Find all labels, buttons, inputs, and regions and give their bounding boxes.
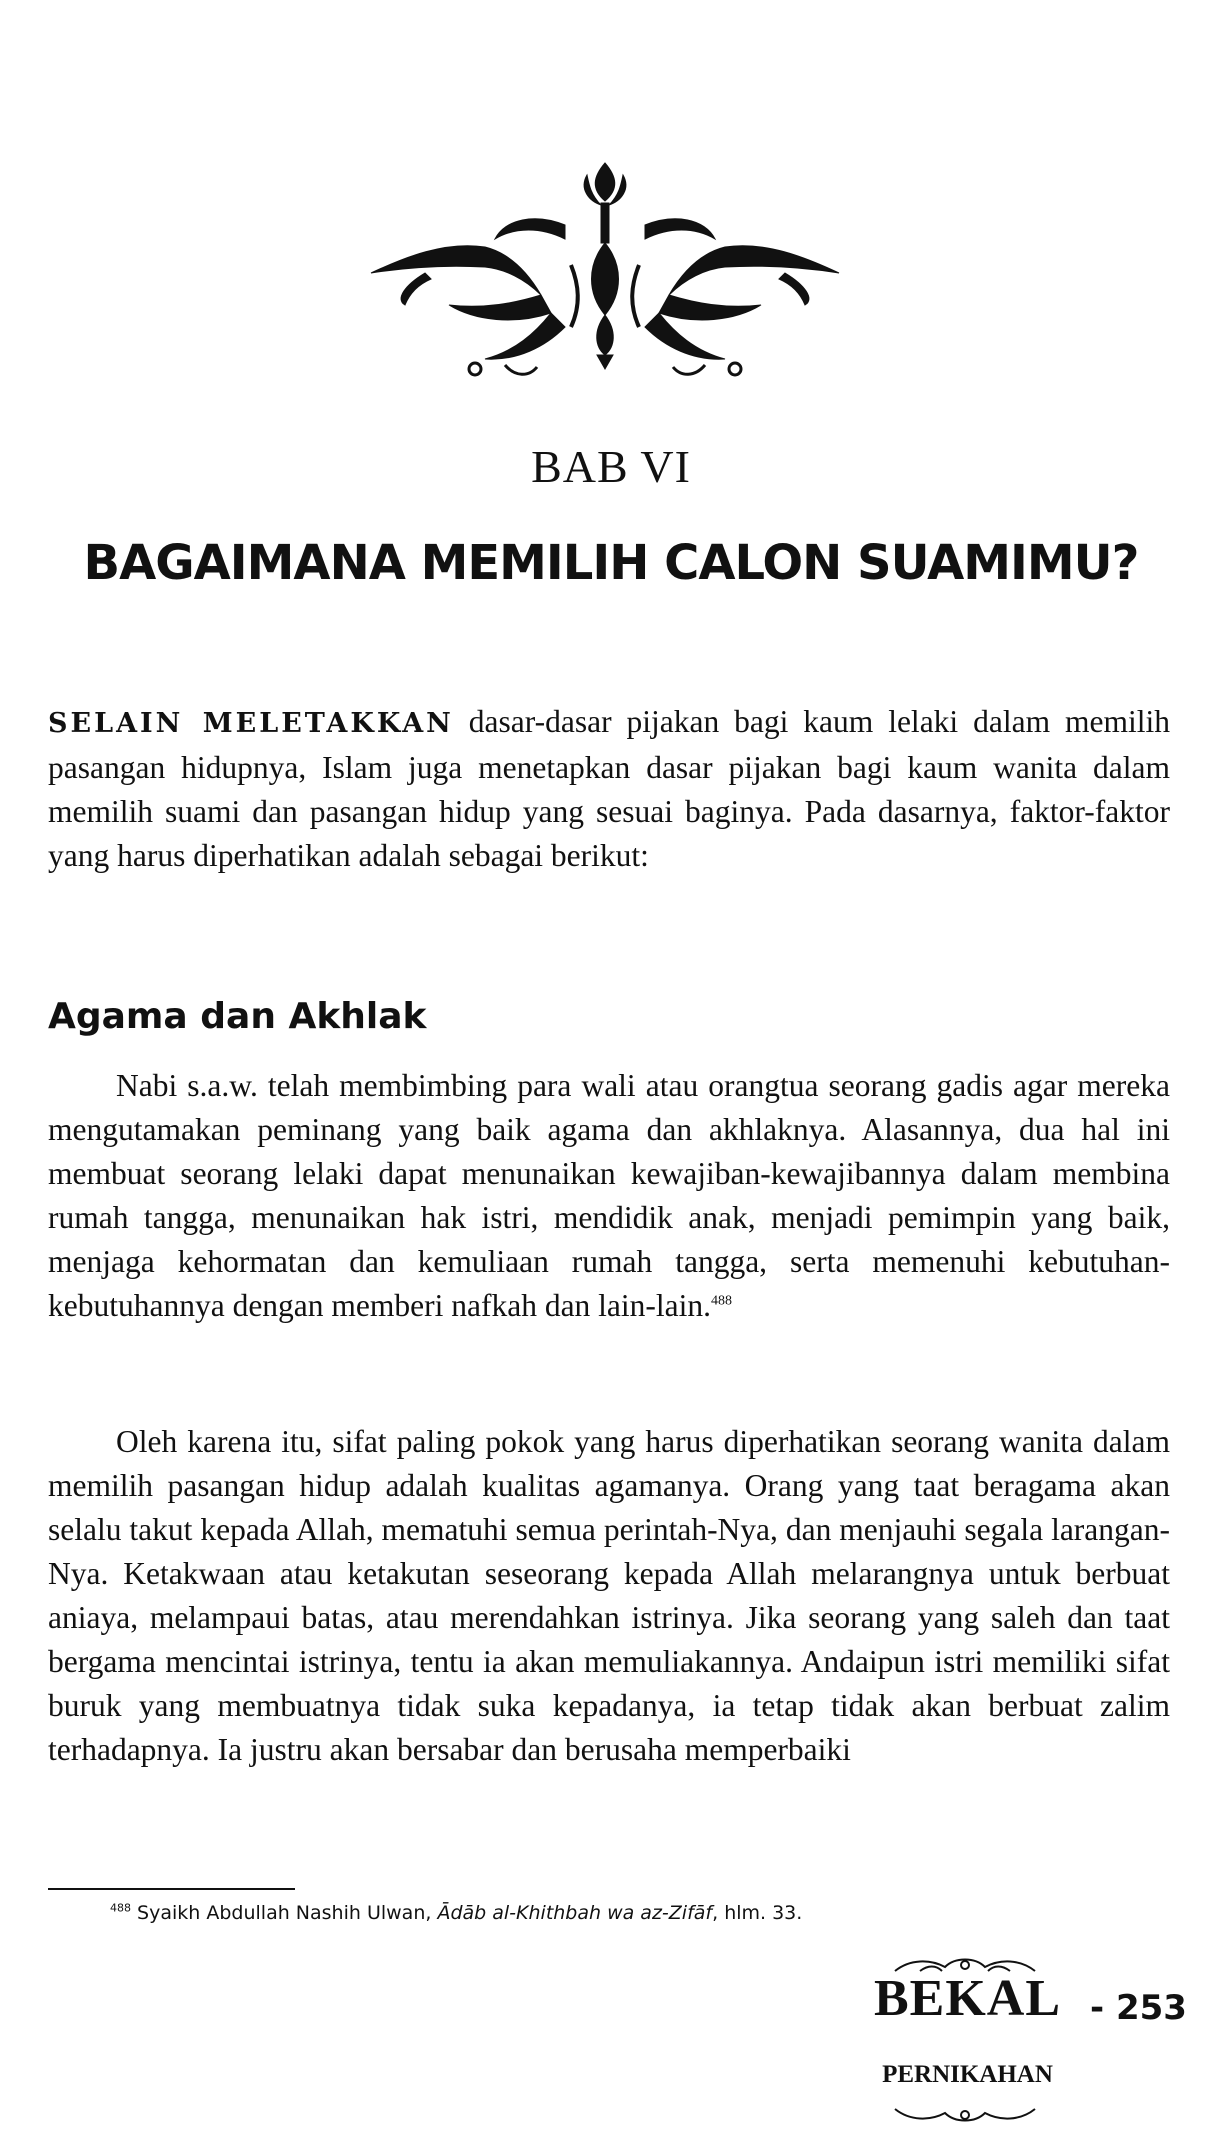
body-paragraph: Oleh karena itu, sifat paling pokok yang harus diperhatikan seorang wanita dalam memilih pasangan hidup adalah kualitas agamanya. Orang yang taat beragama akan selalu takut kepada Allah, mematuhi semua perintah-Nya, dan menjauhi segala larangan-Nya. Ketakwaan atau ketakutan seseorang kepada Allah melarangnya untuk berbuat aniaya, melampaui batas, atau merendahkan istrinya. Jika seorang yang saleh dan taat bergama mencintai istrinya, tentu ia akan memuliakannya. Andaipun istri memiliki sifat buruk yang membuatnya tidak suka kepadanya, ia tetap tidak akan berbuat zalim terhadapnya. Ia justru akan bersabar dan berusaha memperbaiki xyxy=(48,1424,1170,1767)
logo-word-pernikahan: PERNIKAHAN xyxy=(882,2061,1053,2088)
section-heading: Agama dan Akhlak xyxy=(48,996,427,1037)
footnote-ref: 488 xyxy=(711,1293,733,1309)
logo-flourish-icon xyxy=(890,2105,1040,2125)
footnote-pages: , hlm. 33. xyxy=(712,1902,803,1924)
chapter-number: BAB VI xyxy=(531,441,691,492)
page-number: - 253 xyxy=(1090,1988,1187,2028)
intro-lead: SELAIN MELETAKKAN xyxy=(48,708,454,739)
paragraph-text: Nabi s.a.w. telah membimbing para wali atau orangtua seorang gadis agar mereka mengutamakan peminang yang baik agama dan akhlaknya. Alasannya, dua hal ini membuat seorang lelaki dapat menunaikan kewajiban-kewajibannya dalam membina rumah tangga, menunaikan hak istri, mendidik anak, menjadi pemimpin yang baik, menjaga kehormatan dan kemuliaan rumah tangga, serta memenuhi kebutuhan-kebutuhannya dengan memberi nafkah dan lain-lain. xyxy=(48,1068,1170,1323)
chapter-ornament-icon xyxy=(365,155,845,385)
footnote-number: 488 xyxy=(110,1901,131,1915)
chapter-title: BAGAIMANA MEMILIH CALON SUAMIMU? xyxy=(83,535,1139,591)
footnote-divider xyxy=(48,1888,295,1890)
body-paragraph xyxy=(48,1064,1170,1328)
intro-paragraph xyxy=(48,700,1170,878)
footnote xyxy=(110,1902,1110,1924)
footnote-author: Syaikh Abdullah Nashih Ulwan, xyxy=(131,1902,438,1924)
footnote-book-title: Ādāb al-Khithbah wa az-Zifāf xyxy=(437,1902,713,1924)
logo-word-bekal: BEKAL xyxy=(873,1970,1062,2027)
intro-text: dasar-dasar pijakan bagi kaum lelaki dalam memilih pasangan hidupnya, Islam juga menetapkan dasar pijakan bagi kaum wanita dalam memilih suami dan pasangan hidup yang sesuai baginya. Pada dasarnya, faktor-faktor yang harus diperhatikan adalah sebagai berikut: xyxy=(48,704,1170,873)
book-logo xyxy=(860,1955,1075,2125)
